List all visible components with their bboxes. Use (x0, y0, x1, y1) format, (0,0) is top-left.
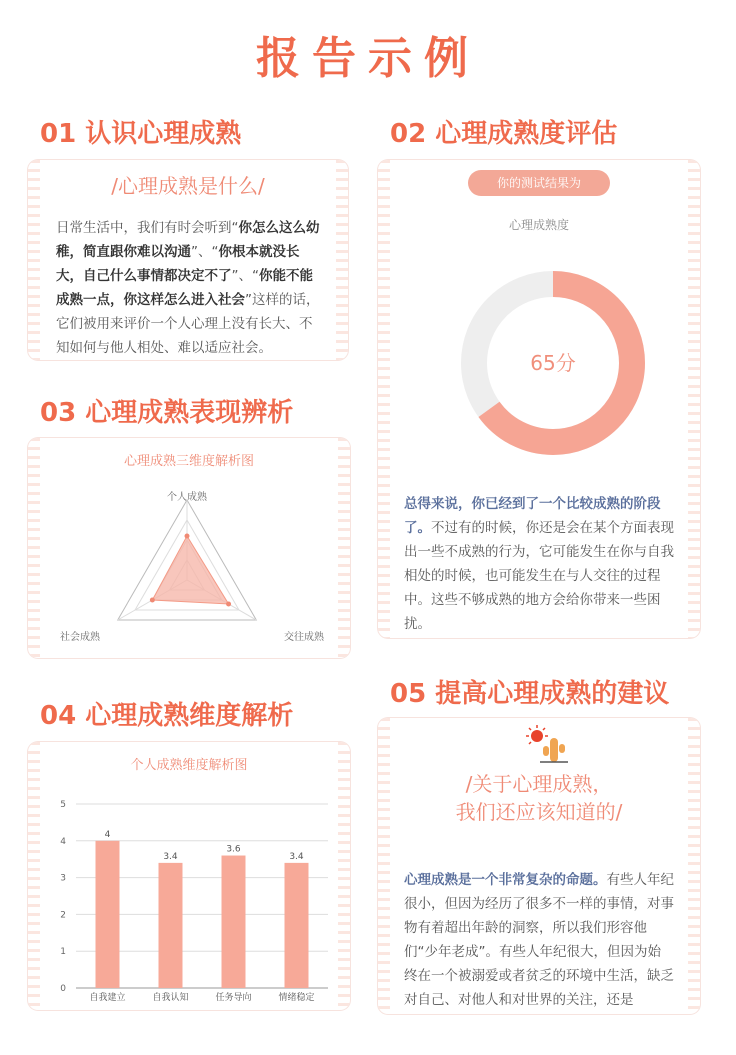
bar-category-label: 情绪稳定 (278, 993, 315, 1003)
bar-data-label: 3.4 (163, 851, 178, 862)
radar-label-top: 个人成熟 (167, 492, 207, 503)
bar-category-label: 自我建立 (89, 993, 126, 1003)
radar-title: 心理成熟三维度解析图 (123, 454, 254, 469)
section-title-03: 03 心理成熟表现辨析 (40, 398, 294, 428)
bar (222, 856, 246, 988)
radar-chart (42, 468, 336, 658)
card01-heading: /心理成熟是什么/ (111, 174, 265, 198)
bar-y-tick: 3 (60, 873, 66, 884)
section-title-05: 05 提高心理成熟的建议 (390, 679, 670, 709)
section-title-04: 04 心理成熟维度解析 (40, 701, 294, 731)
result-pill: 你的测试结果为 (468, 170, 610, 196)
card-suggestions (378, 718, 700, 1014)
metric-label: 心理成熟度 (508, 218, 569, 232)
section-title-01: 01 认识心理成熟 (40, 119, 242, 149)
bar-chart-title: 个人成熟维度解析图 (130, 758, 248, 773)
bar-category-label: 任务导向 (215, 993, 252, 1003)
bar-data-label: 3.6 (226, 844, 241, 855)
donut-chart (460, 270, 646, 456)
card-what-is-maturity (28, 160, 348, 360)
sun-cactus-icon (524, 724, 568, 764)
bar-y-tick: 4 (60, 836, 66, 847)
bar-y-tick: 0 (60, 984, 66, 994)
bar (285, 863, 309, 988)
bar-y-tick: 1 (60, 947, 66, 958)
radar-point (226, 602, 231, 607)
card05-heading: /关于心理成熟， 我们还应该知道的/ (455, 772, 623, 824)
bar (96, 841, 120, 988)
bar-data-label: 4 (104, 829, 111, 840)
card05-text: 心理成熟是一个非常复杂的命题。有些人年纪很小，但因为经历了很多不一样的事情，对事物有着超出年龄的洞察，所以我们形容他们“少年老成”。有些人年纪很大，但因为始终在一个被溺爱或者贫乏的环境中生活，缺乏对自己、对他人和对世界的关注，还是 (404, 872, 674, 1008)
radar-point (185, 534, 190, 539)
bar-category-label: 自我认知 (152, 993, 189, 1003)
section-title-02: 02 心理成熟度评估 (390, 119, 618, 149)
bar-data-label: 3.4 (289, 851, 304, 862)
card-radar (28, 438, 350, 658)
bar (159, 863, 183, 988)
donut-score: 65分 (530, 351, 576, 375)
radar-point (150, 598, 155, 603)
card02-text: 总得来说，你已经到了一个比较成熟的阶段了。不过有的时候，你还是会在某个方面表现出一些不成熟的行为，它可能发生在你与自我相处的时候，也可能发生在与人交往的过程中。这些不够成熟的地方会给你带来一些困扰。 (404, 496, 674, 632)
card-bar-chart (28, 742, 350, 1010)
radar-value-area (152, 536, 228, 604)
page-title: 报告示例 (256, 33, 480, 84)
bar-y-tick: 2 (60, 910, 66, 921)
card01-text: 日常生活中，我们有时会听到“你怎么这么幼稚，简直跟你难以沟通”、“你根本就没长大，自己什么事情都决定不了”、“你能不能成熟一点，你这样怎么进入社会”这样的话，它们被用来评价一个人心理上没有长大、不知如何与他人相处、难以适应社会。 (56, 220, 320, 356)
bar-y-tick: 5 (60, 800, 66, 810)
radar-label-right: 交往成熟 (284, 632, 324, 643)
card-assessment (378, 160, 700, 638)
radar-label-left: 社会成熟 (60, 632, 100, 643)
bar-chart (42, 782, 336, 1008)
